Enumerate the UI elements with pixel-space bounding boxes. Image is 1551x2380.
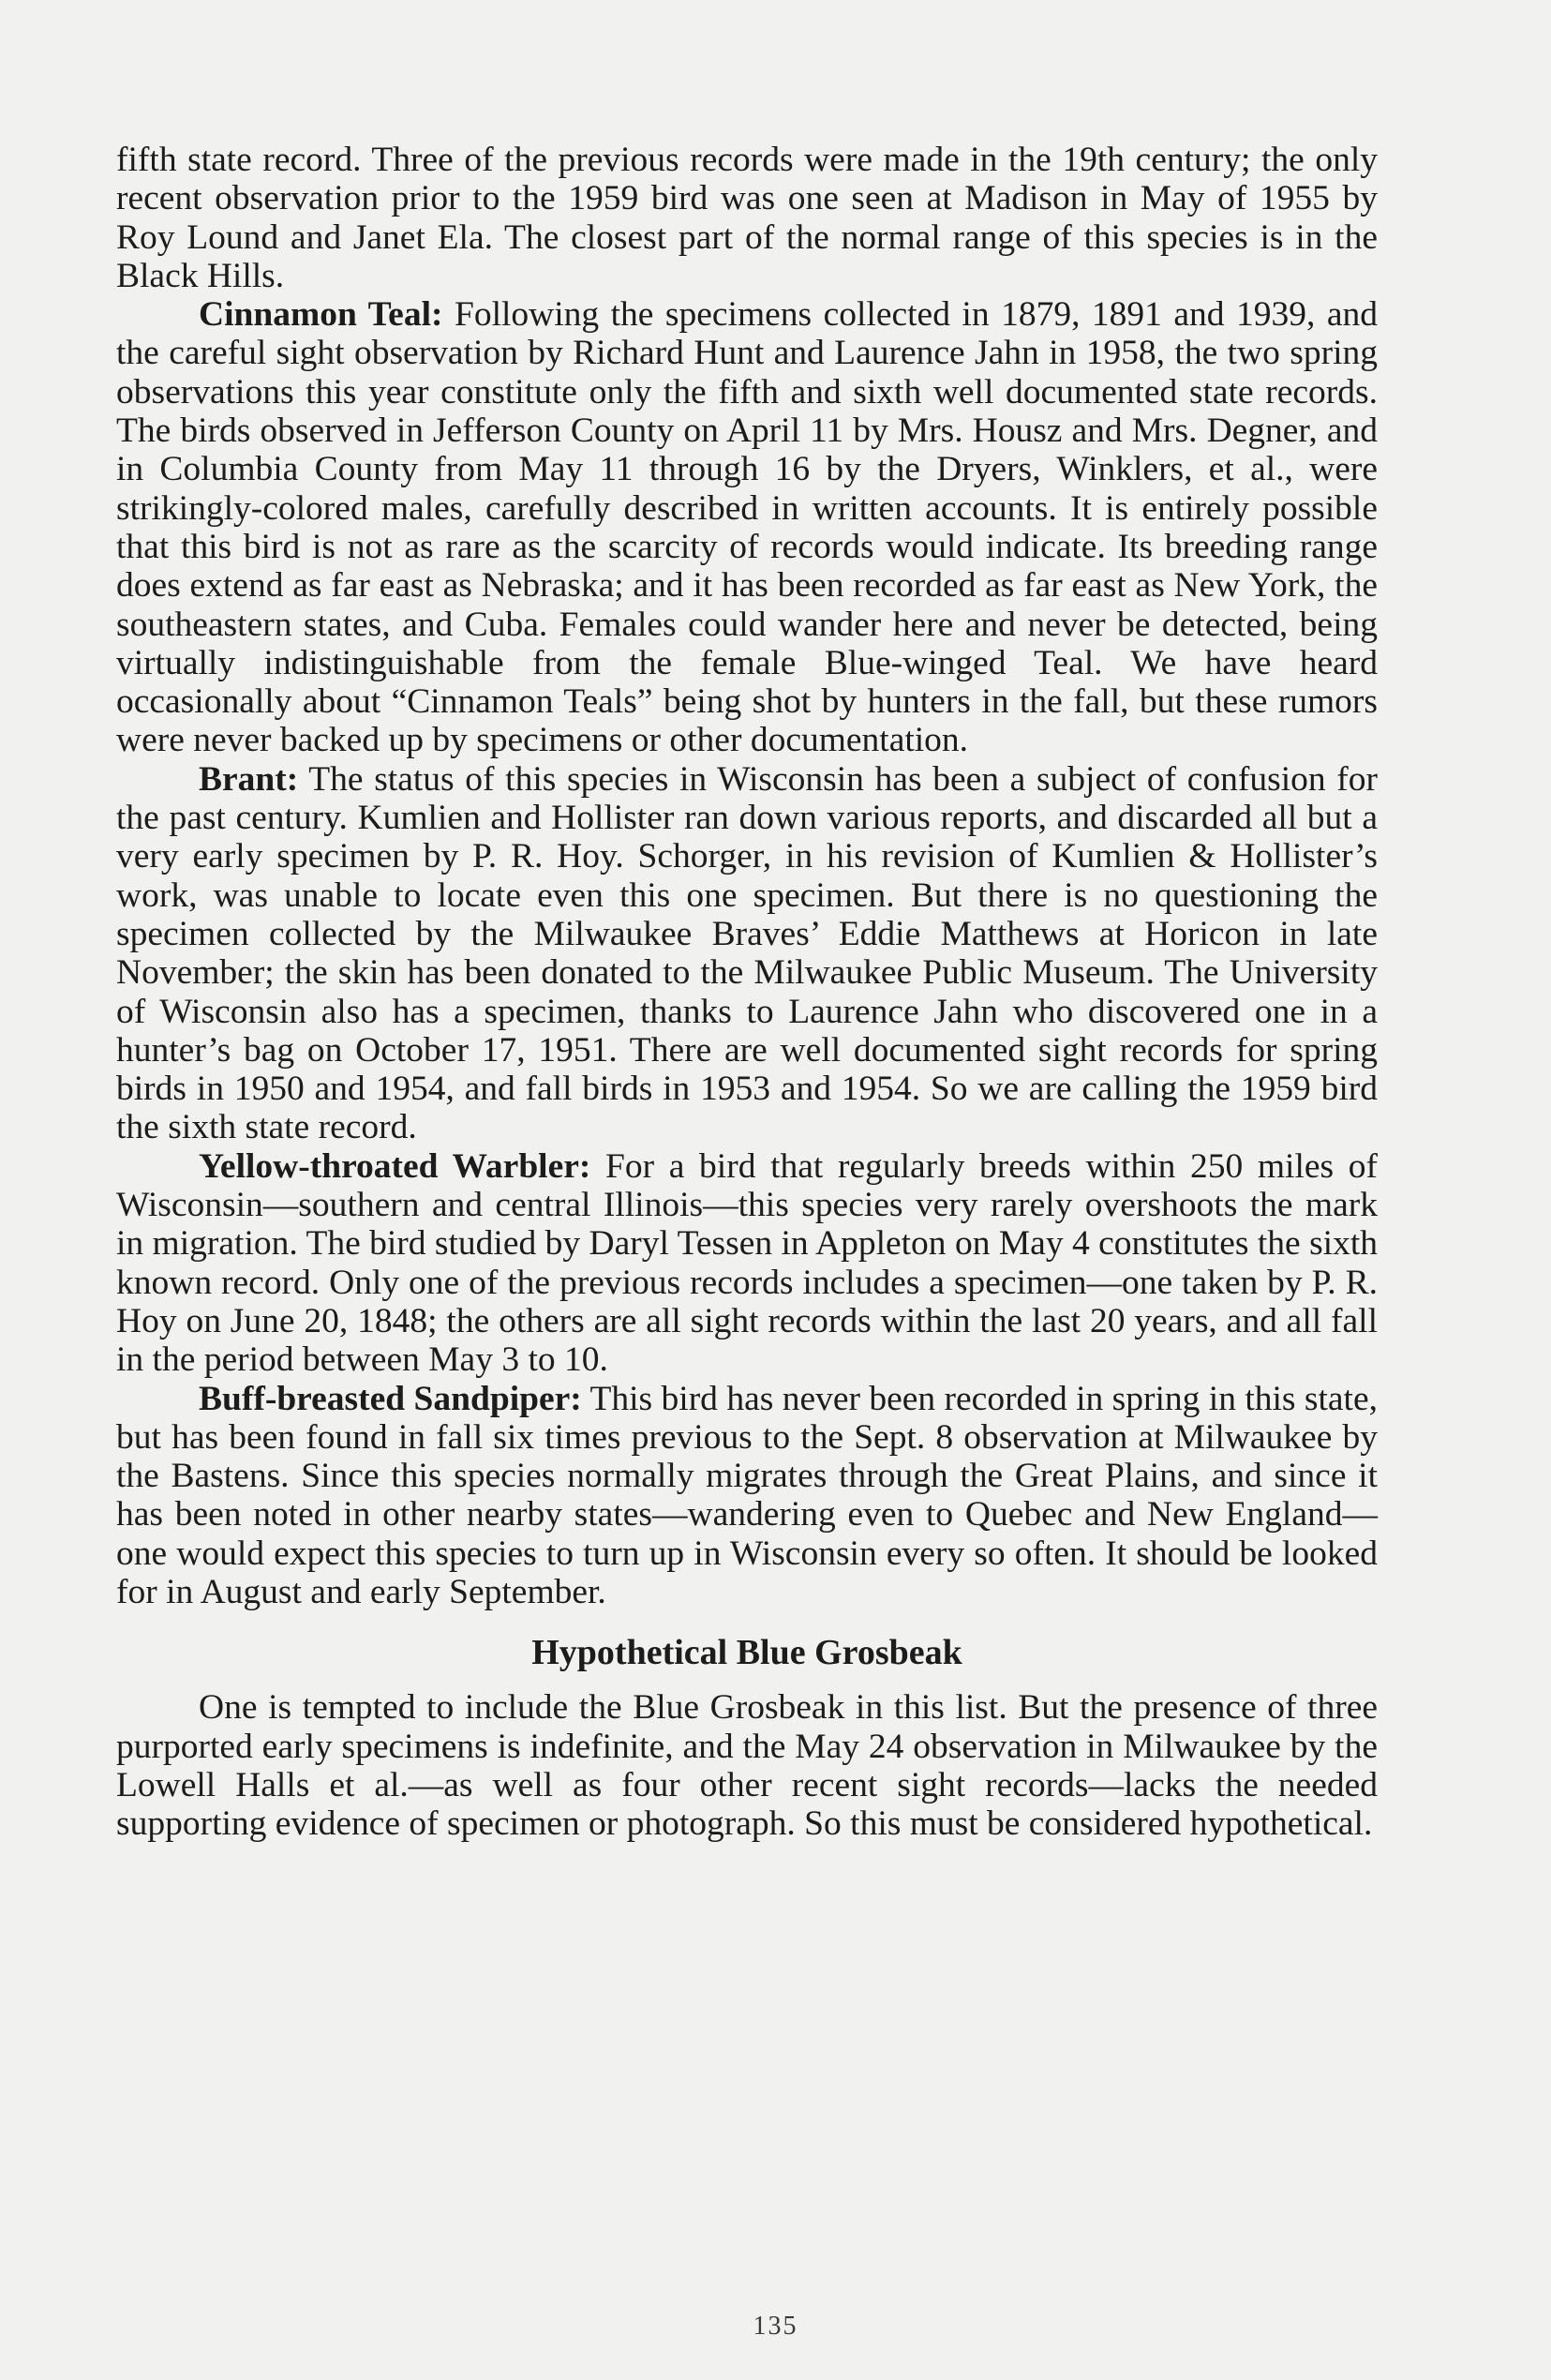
entry-cinnamon-teal xyxy=(116,295,1378,760)
opening-paragraph: fifth state record. Three of the previous records were made in the 19th century; the only recent observation prior to the 1959 bird was one seen at Madison in May of 1955 by Roy Lound and Janet Ela. The closest part of the normal range of this species is in the Black Hills. xyxy=(116,141,1378,295)
entry-text: Following the specimens collected in 1879, 1891 and 1939, and the careful sight observation by Richard Hunt and Laurence Jahn in 1958, the two spring observations this year constitute only the fifth and sixth well documented state records. The birds observed in Jefferson County on April 11 by Mrs. Housz and Mrs. Degner, and in Columbia County from May 11 through 16 by the Dryers, Winklers, et al., were strikingly-colored males, carefully described in written accounts. It is entirely possible that this bird is not as rare as the scarcity of records would indicate. Its breeding range does extend as far east as Nebraska; and it has been recorded as far east as New York, the southeastern states, and Cuba. Females could wander here and never be detected, being virtually indistinguishable from the female Blue-winged Teal. We have heard occasionally about “Cinnamon Teals” being shot by hunters in the fall, but these rumors were never backed up by specimens or other documentation. xyxy=(116,295,1379,760)
entry-buff-breasted-sandpiper xyxy=(116,1380,1378,1612)
entry-yellow-throated-warbler xyxy=(116,1147,1378,1380)
page-body xyxy=(116,141,1378,2268)
closing-paragraph: One is tempted to include the Blue Grosbeak in this list. But the presence of three purported early specimens is indefinite, and the May 24 observation in Milwaukee by the Lowell Halls et al.—as well as four other recent sight records—lacks the needed supporting evidence of specimen or photograph. So this must be considered hypothetical. xyxy=(116,1688,1378,1844)
species-name: Cinnamon Teal: xyxy=(199,295,443,335)
species-name: Brant: xyxy=(199,759,299,799)
entry-text: The status of this species in Wisconsin has been a subject of confusion for the past century. Kumlien and Hollister ran down various reports, and discarded all but a very early specimen by P. R. Hoy. Schorger, in his revision of Kumlien & Hollister’s work, was unable to locate even this one specimen. But there is no questioning the specimen collected by the Milwaukee Braves’ Eddie Matthews at Horicon in late November; the skin has been donated to the Milwaukee Public Museum. The University of Wisconsin also has a specimen, thanks to Laurence Jahn who discovered one in a hunter’s bag on October 17, 1951. There are well documented sight records for spring birds in 1950 and 1954, and fall birds in 1953 and 1954. So we are calling the 1959 bird the sixth state record. xyxy=(116,759,1378,1147)
entry-text: This bird has never been recorded in spring in this state, but has been found in fall six times previous to the Sept. 8 observation at Milwaukee by the Bastens. Since this species normally migrates through the Great Plains, and since it has been noted in other nearby states—wandering even to Quebec and New England—one would expect this species to turn up in Wisconsin every so often. It should be looked for in August and early September. xyxy=(116,1379,1378,1611)
entry-brant xyxy=(116,760,1378,1147)
species-name: Buff-breasted Sandpiper: xyxy=(199,1379,582,1418)
species-name: Yellow-throated Warbler: xyxy=(199,1146,591,1186)
section-heading: Hypothetical Blue Grosbeak xyxy=(531,1633,962,1673)
entry-text: For a bird that regularly breeds within 250 miles of Wisconsin—southern and central Illinois—this species very rarely overshoots the mark in migration. The bird studied by Daryl Tessen in Appleton on May 4 constitutes the sixth known record. Only one of the previous records includes a specimen—one taken by P. R. Hoy on June 20, 1848; the others are all sight records within the last 20 years, and all fall in the period between May 3 to 10. xyxy=(116,1146,1379,1380)
page-number: 135 xyxy=(753,2312,798,2341)
